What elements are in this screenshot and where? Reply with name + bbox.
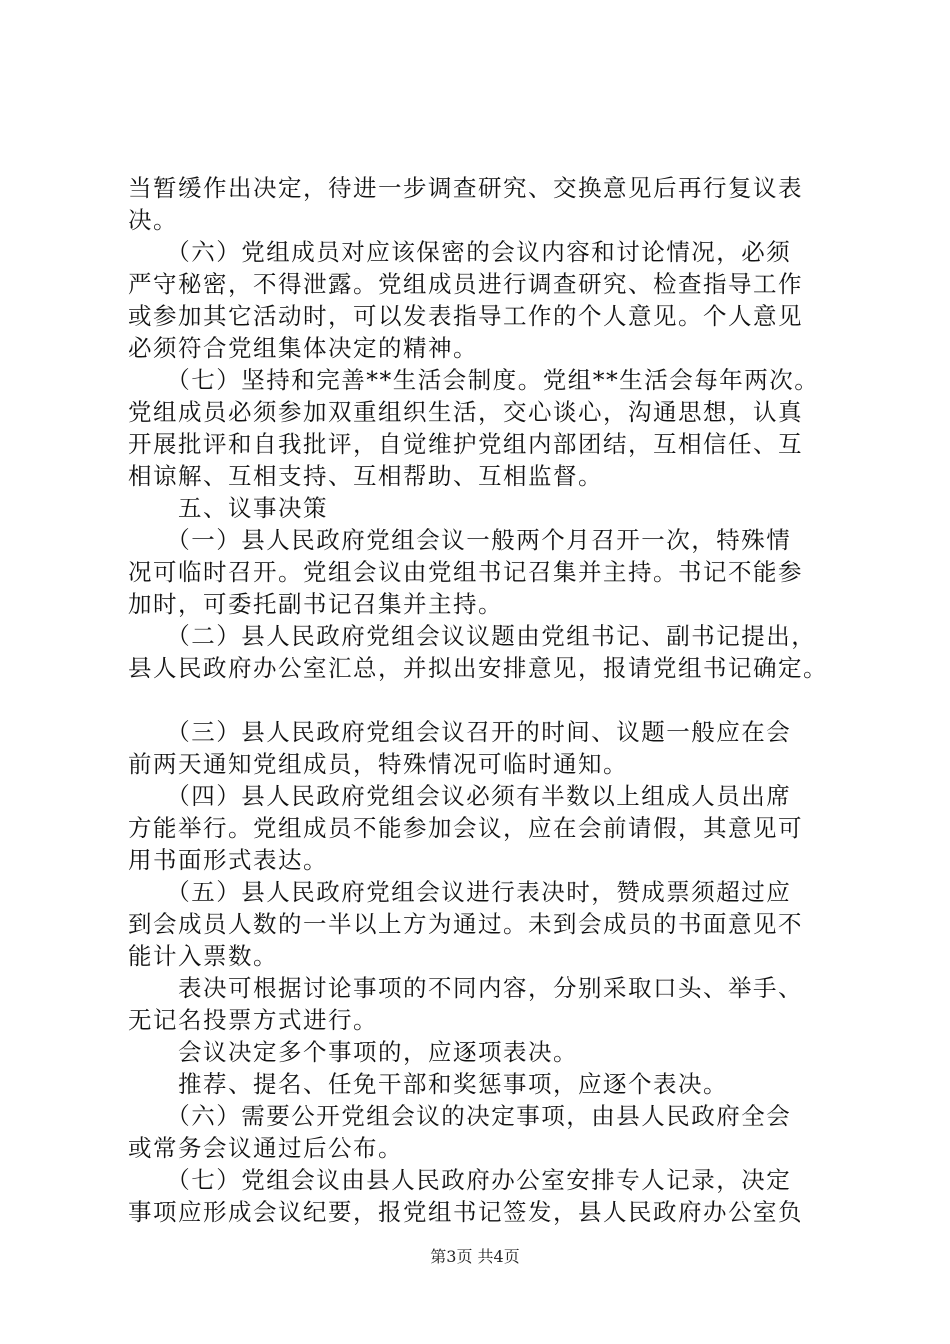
text-line: 县人民政府办公室汇总，并拟出安排意见，报请党组书记确定。 <box>128 654 828 682</box>
text-line: （五）县人民政府党组会议进行表决时，赞成票须超过应 <box>128 878 792 906</box>
text-line: 或常务会议通过后公布。 <box>128 1134 403 1162</box>
text-line: 况可临时召开。党组会议由党组书记召集并主持。书记不能参 <box>128 558 803 586</box>
text-line: （二）县人民政府党组会议议题由党组书记、副书记提出， <box>128 622 817 650</box>
text-line: 严守秘密，不得泄露。党组成员进行调查研究、检查指导工作 <box>128 270 803 298</box>
text-line: 当暂缓作出决定，待进一步调查研究、交换意见后再行复议表 <box>128 174 803 202</box>
text-line: 加时，可委托副书记召集并主持。 <box>128 590 503 618</box>
text-line: （一）县人民政府党组会议一般两个月召开一次，特殊情 <box>128 526 792 554</box>
text-line: 到会成员人数的一半以上方为通过。未到会成员的书面意见不 <box>128 910 803 938</box>
text-line: （七）党组会议由县人民政府办公室安排专人记录，决定 <box>128 1166 792 1194</box>
blank-line <box>128 684 848 716</box>
text-line: 推荐、提名、任免干部和奖惩事项，应逐个表决。 <box>128 1070 728 1098</box>
text-line: （七）坚持和完善**生活会制度。党组**生活会每年两次。 <box>128 366 820 394</box>
text-line: 表决可根据讨论事项的不同内容，分别采取口头、举手、 <box>128 974 803 1002</box>
page-footer: 第3页 共4页 <box>430 1247 520 1266</box>
document-body <box>128 172 848 1228</box>
text-line: （六）需要公开党组会议的决定事项，由县人民政府全会 <box>128 1102 792 1130</box>
text-line: 会议决定多个事项的，应逐项表决。 <box>128 1038 578 1066</box>
text-line: 相谅解、互相支持、互相帮助、互相监督。 <box>128 462 603 490</box>
text-line: 必须符合党组集体决定的精神。 <box>128 334 478 362</box>
text-line: 或参加其它活动时，可以发表指导工作的个人意见。个人意见 <box>128 302 803 330</box>
text-line: 无记名投票方式进行。 <box>128 1006 378 1034</box>
text-line: 方能举行。党组成员不能参加会议，应在会前请假，其意见可 <box>128 814 803 842</box>
text-line: 能计入票数。 <box>128 942 278 970</box>
section-heading: 五、议事决策 <box>128 494 328 522</box>
text-line: （六）党组成员对应该保密的会议内容和讨论情况，必须 <box>128 238 792 266</box>
text-line: 开展批评和自我批评，自觉维护党组内部团结，互相信任、互 <box>128 430 803 458</box>
text-line: 事项应形成会议纪要，报党组书记签发，县人民政府办公室负 <box>128 1198 803 1226</box>
text-line: （四）县人民政府党组会议必须有半数以上组成人员出席 <box>128 782 792 810</box>
text-line: 前两天通知党组成员，特殊情况可临时通知。 <box>128 750 628 778</box>
text-line: 决。 <box>128 206 178 234</box>
text-line: 用书面形式表达。 <box>128 846 328 874</box>
text-line: 党组成员必须参加双重组织生活，交心谈心，沟通思想，认真 <box>128 398 803 426</box>
text-line: （三）县人民政府党组会议召开的时间、议题一般应在会 <box>128 718 792 746</box>
